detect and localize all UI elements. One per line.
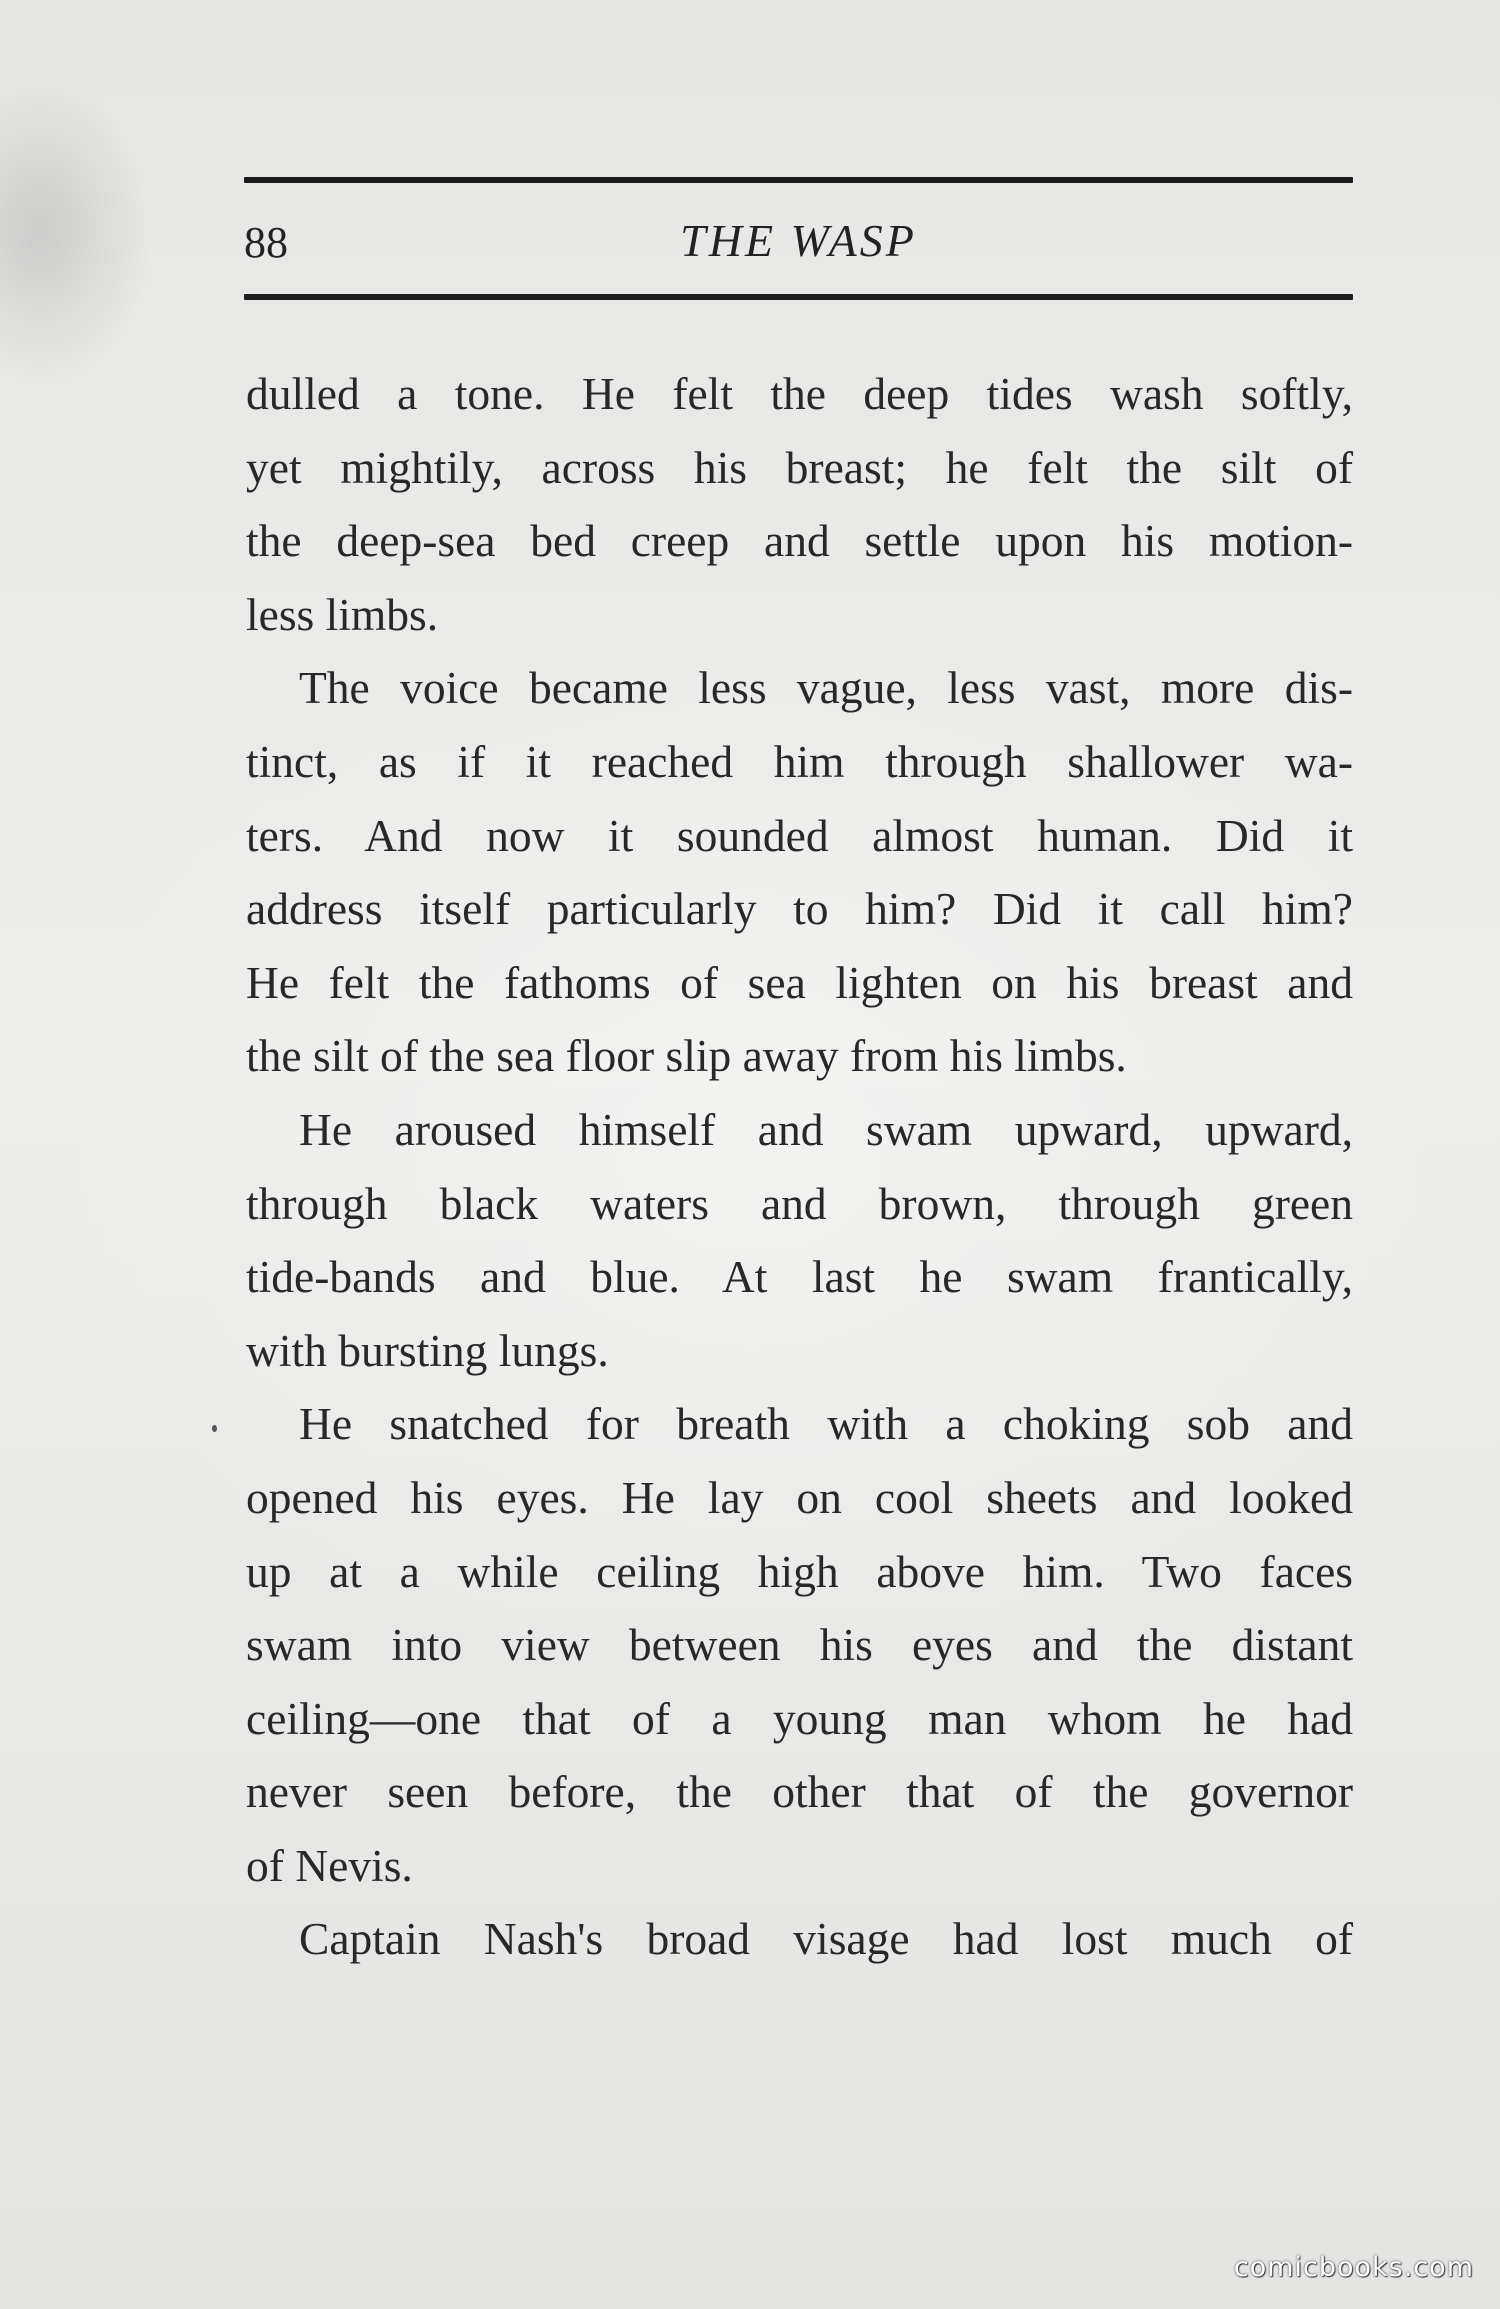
text-line: tinct, as if it reached him through shallower wa- <box>246 735 1353 787</box>
text-line: The voice became less vague, less vast, more dis- <box>299 662 1353 714</box>
text-line: dulled a tone. He felt the deep tides wash softly, <box>246 368 1353 419</box>
text-line: He felt the fathoms of sea lighten on his breast and <box>246 956 1353 1008</box>
text-line: He aroused himself and swam upward, upward, <box>299 1103 1353 1155</box>
body-text <box>246 357 1353 1976</box>
text-line: the deep-sea bed creep and settle upon his motion- <box>246 515 1353 567</box>
text-line: ceiling—one that of a young man whom he had <box>246 1692 1353 1744</box>
text-line: swam into view between his eyes and the distant <box>246 1619 1353 1671</box>
text-line: less limbs. <box>246 588 439 640</box>
text-line: ters. And now it sounded almost human. Did it <box>246 809 1353 861</box>
text-line: the silt of the sea floor slip away from his limbs. <box>246 1030 1127 1082</box>
watermark: comicbooks.com <box>1233 2252 1474 2283</box>
page-number: 88 <box>244 218 288 267</box>
text-line: with bursting lungs. <box>246 1324 609 1376</box>
text-line: never seen before, the other that of the governor <box>246 1766 1353 1818</box>
text-line: Captain Nash's broad visage had lost much of <box>299 1913 1353 1965</box>
text-line: tide-bands and blue. At last he swam frantically, <box>246 1251 1353 1303</box>
running-title: THE WASP <box>680 215 917 266</box>
text-line: address itself particularly to him? Did it call him? <box>246 883 1353 935</box>
text-line: He snatched for breath with a choking sob and <box>299 1398 1353 1450</box>
text-line: opened his eyes. He lay on cool sheets and looked <box>246 1471 1353 1523</box>
ink-speck <box>212 1425 217 1432</box>
text-line: of Nevis. <box>246 1839 413 1891</box>
text-line: up at a while ceiling high above him. Two faces <box>246 1545 1353 1597</box>
text-line: through black waters and brown, through green <box>246 1177 1353 1229</box>
header-top-rule <box>244 177 1353 183</box>
text-line: yet mightily, across his breast; he felt the silt of <box>246 441 1353 493</box>
header-bottom-rule <box>244 294 1353 300</box>
